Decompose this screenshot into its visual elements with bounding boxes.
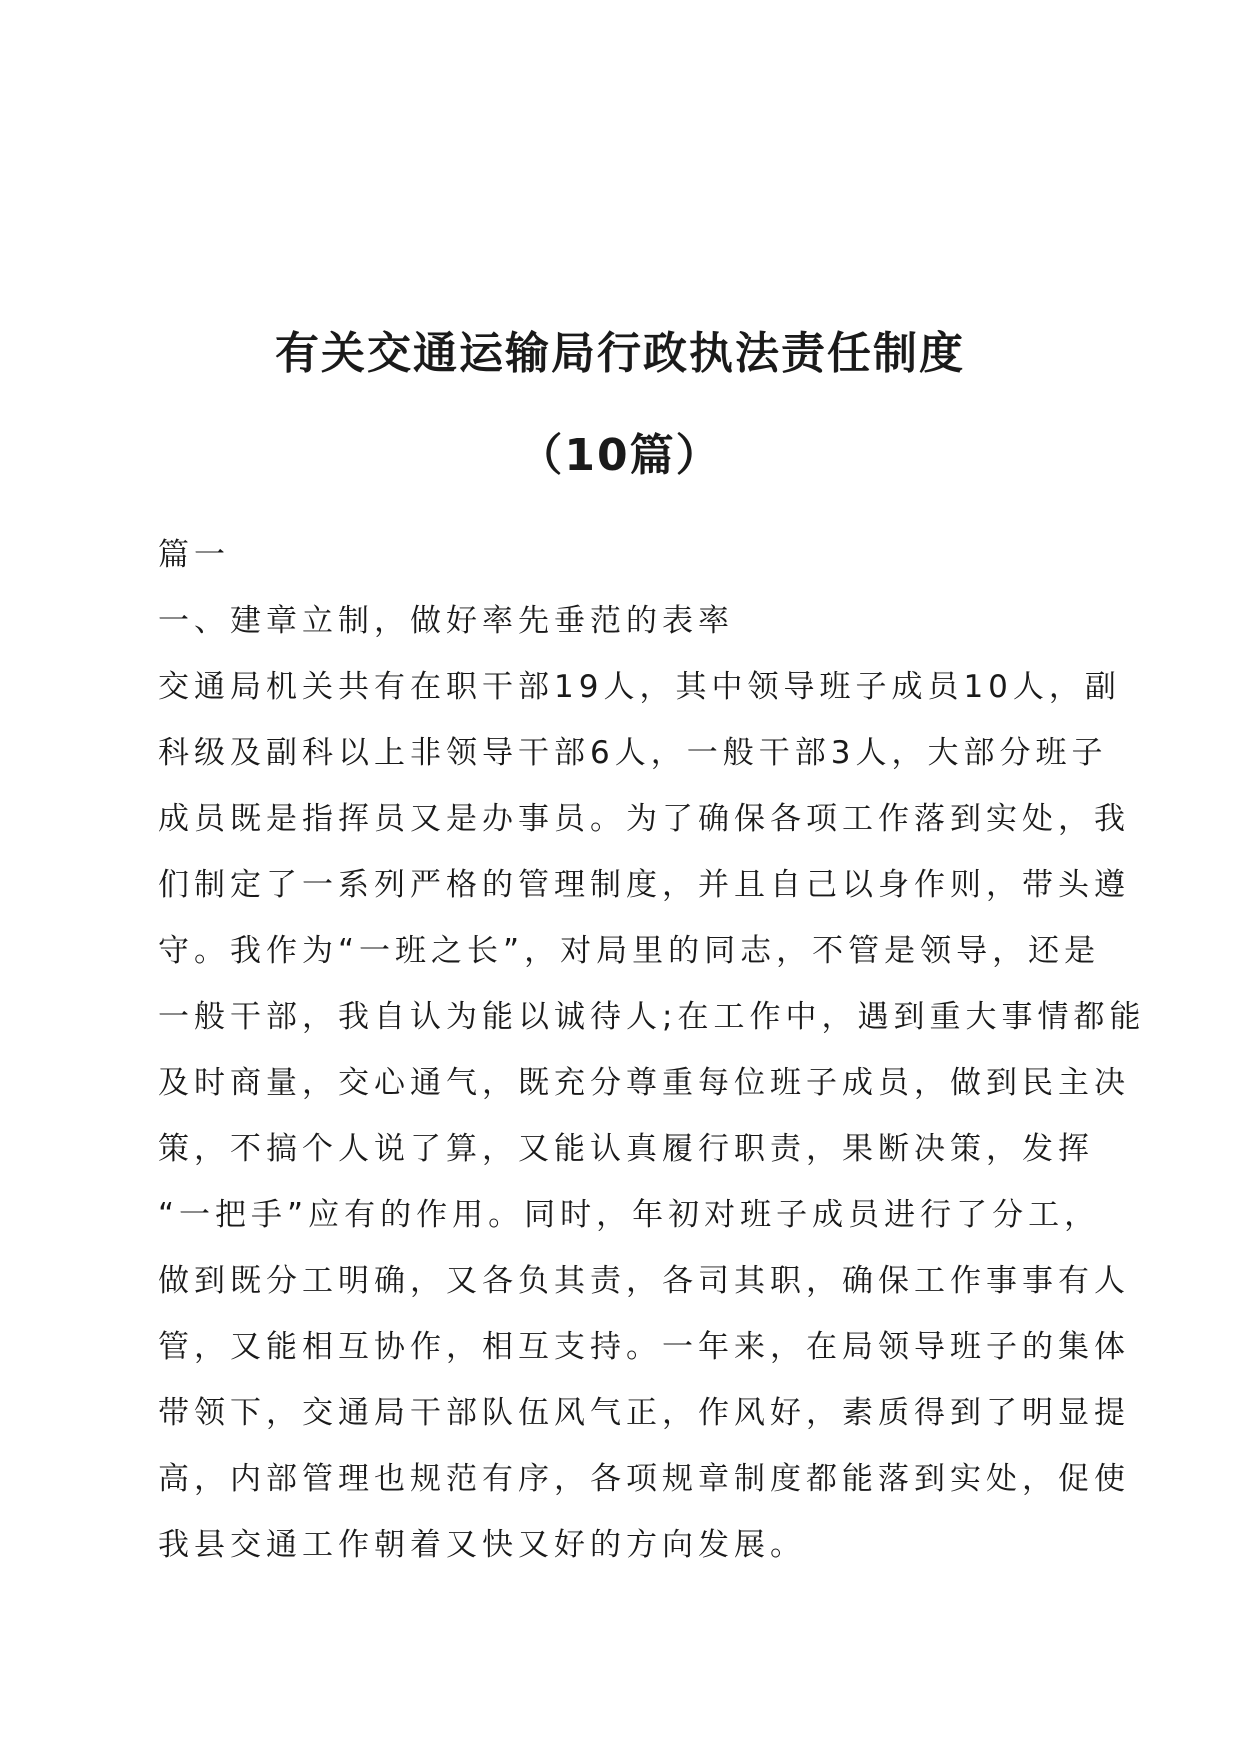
paragraph-line: 做到既分工明确，又各负其责，各司其职，确保工作事事有人	[158, 1263, 1130, 1299]
paragraph-line: 交通局机关共有在职干部19人，其中领导班子成员10人，副	[158, 669, 1121, 705]
paragraph-line: 一般干部，我自认为能以诚待人;在工作中，遇到重大事情都能	[158, 999, 1146, 1035]
paragraph-line: 守。我作为“一班之长”，对局里的同志，不管是领导，还是	[158, 933, 1101, 969]
document-subtitle: （10篇）	[518, 430, 722, 481]
body-paragraph	[158, 654, 1146, 1578]
paragraph-line: 策，不搞个人说了算，又能认真履行职责，果断决策，发挥	[158, 1131, 1094, 1167]
document-title: 有关交通运输局行政执法责任制度	[275, 328, 965, 379]
paragraph-line: 我县交通工作朝着又快又好的方向发展。	[158, 1527, 806, 1563]
paragraph-line: 高，内部管理也规范有序，各项规章制度都能落到实处，促使	[158, 1461, 1130, 1497]
section-label: 篇一	[158, 537, 230, 573]
paragraph-line: 成员既是指挥员又是办事员。为了确保各项工作落到实处，我	[158, 801, 1130, 837]
paragraph-line: 管，又能相互协作，相互支持。一年来，在局领导班子的集体	[158, 1329, 1130, 1365]
paragraph-line: “一把手”应有的作用。同时，年初对班子成员进行了分工，	[158, 1197, 1101, 1233]
paragraph-line: 及时商量，交心通气，既充分尊重每位班子成员，做到民主决	[158, 1065, 1130, 1101]
section-heading: 一、建章立制，做好率先垂范的表率	[158, 603, 734, 639]
paragraph-line: 们制定了一系列严格的管理制度，并且自己以身作则，带头遵	[158, 867, 1130, 903]
paragraph-line: 带领下，交通局干部队伍风气正，作风好，素质得到了明显提	[158, 1395, 1130, 1431]
paragraph-line: 科级及副科以上非领导干部6人，一般干部3人，大部分班子	[158, 735, 1108, 771]
